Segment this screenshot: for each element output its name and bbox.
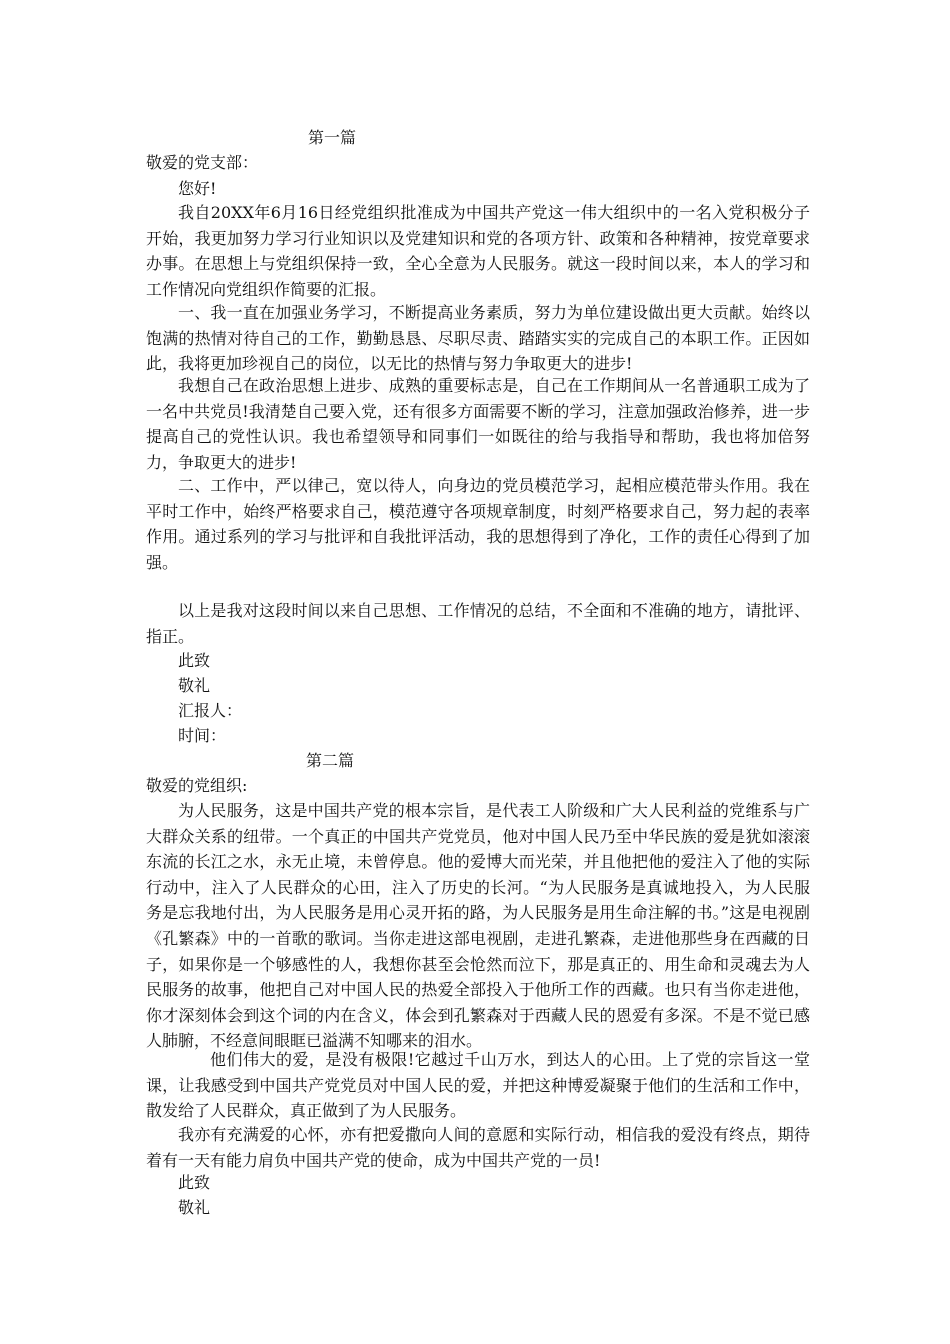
salutation-2: 敬爱的党组织:: [146, 776, 248, 795]
paragraph-1-2: 一、我一直在加强业务学习，不断提高业务素质，努力为单位建设做出更大贡献。始终以饱满的热情对待自己的工作，勤勤恳恳、尽职尽责、踏踏实实的完成自己的本职工作。正因如此，我将更加珍视自己的岗位，以无比的热情与努力争取更大的进步!: [146, 303, 810, 374]
section-heading-1: 第一篇: [308, 128, 357, 147]
closing-salute-1: 敬礼: [178, 676, 211, 695]
paragraph-1-5: 以上是我对这段时间以来自己思想、工作情况的总结，不全面和不准确的地方，请批评、指正。: [146, 601, 810, 646]
salutation-1: 敬爱的党支部：: [146, 153, 259, 172]
paragraph-1-3: 我想自己在政治思想上进步、成熟的重要标志是，自己在工作期间从一名普通职工成为了一名中共党员!我清楚自己要入党，还有很多方面需要不断的学习，注意加强政治修养，进一步提高自己的党性认识。我也希望领导和同事们一如既往的给与我指导和帮助，我也将加倍努力，争取更大的进步!: [146, 376, 810, 472]
paragraph-2-1: 为人民服务，这是中国共产党的根本宗旨，是代表工人阶级和广大人民利益的党维系与广大群众关系的纽带。一个真正的中国共产党党员，他对中国人民乃至中华民族的爱是犹如滚滚东流的长江之水，永无止境，未曾停息。他的爱博大而光荣，并且他把他的爱注入了他的实际行动中，注入了人民群众的心田，注入了历史的长河。“为人民服务是真诚地投入，为人民服务是忘我地付出，为人民服务是用心灵开拓的路，为人民服务是用生命注解的书。”这是电视剧《孔繁森》中的一首歌的歌词。当你走进这部电视剧，走进孔繁森，走进他那些身在西藏的日子，如果你是一个够感性的人，我想你甚至会怆然而泣下，那是真正的、用生命和灵魂去为人民服务的故事，他把自己对中国人民的热爱全部投入于他所工作的西藏。也只有当你走进他，你才深刻体会到这个词的内在含义，体会到孔繁森对于西藏人民的恩爱有多深。不是不觉已感人肺腑，不经意间眼眶已溢满不知哪来的泪水。: [146, 801, 810, 1051]
paragraph-1-1: 我自20XX年6月16日经党组织批准成为中国共产党这一伟大组织中的一名入党积极分子开始，我更加努力学习行业知识以及党建知识和党的各项方针、政策和各种精神，按党章要求办事。在思想上与党组织保持一致，全心全意为人民服务。就这一段时间以来，本人的学习和工作情况向党组织作简要的汇报。: [146, 203, 810, 299]
closing-salute-2: 敬礼: [178, 1198, 211, 1217]
paragraph-2-3: 我亦有充满爱的心怀，亦有把爱撒向人间的意愿和实际行动，相信我的爱没有终点，期待着有一天有能力肩负中国共产党的使命，成为中国共产党的一员!: [146, 1125, 810, 1170]
closing-greeting-1: 此致: [178, 651, 211, 670]
paragraph-2-2: 他们伟大的爱，是没有极限!它越过千山万水，到达人的心田。上了党的宗旨这一堂课，让我感受到中国共产党党员对中国人民的爱，并把这种博爱凝聚于他们的生活和工作中，散发给了人民群众，真正做到了为人民服务。: [146, 1050, 810, 1121]
section-heading-2: 第二篇: [306, 751, 355, 770]
paragraph-1-4: 二、工作中，严以律己，宽以待人，向身边的党员模范学习，起相应模范带头作用。我在平时工作中，始终严格要求自己，模范遵守各项规章制度，时刻严格要求自己，努力起的表率作用。通过系列的学习与批评和自我批评活动，我的思想得到了净化，工作的责任心得到了加强。: [146, 476, 810, 572]
time-label: 时间：: [178, 726, 227, 745]
reporter-label: 汇报人：: [178, 701, 243, 720]
greeting: 您好!: [178, 179, 217, 198]
closing-greeting-2: 此致: [178, 1173, 211, 1192]
